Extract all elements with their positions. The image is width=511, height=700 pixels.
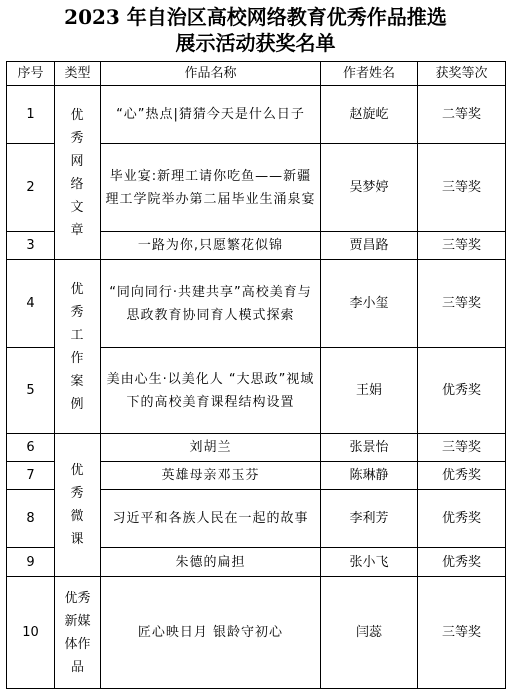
award-level: 三等奖 — [418, 577, 506, 689]
author-name: 李利芳 — [321, 490, 418, 548]
header-work-title: 作品名称 — [101, 62, 321, 86]
table-row — [7, 577, 506, 689]
author-name: 王娟 — [321, 348, 418, 434]
work-title: 习近平和各族人民在一起的故事 — [101, 490, 321, 548]
header-type: 类型 — [55, 62, 101, 86]
row-number: 9 — [7, 548, 55, 577]
award-level: 优秀奖 — [418, 548, 506, 577]
title-line-2: 展示活动获奖名单 — [175, 31, 336, 55]
table-row — [7, 260, 506, 348]
row-number: 7 — [7, 462, 55, 490]
work-title: 一路为你,只愿繁花似锦 — [101, 232, 321, 260]
award-level: 优秀奖 — [418, 348, 506, 434]
category-label: 优秀网络文章 — [70, 107, 85, 238]
awards-table — [6, 61, 506, 689]
category-cell — [55, 260, 101, 434]
table-header-row — [7, 62, 506, 86]
work-title: 毕业宴:新理工请你吃鱼——新疆理工学院举办第二届毕业生涌泉宴 — [101, 144, 321, 232]
row-number: 3 — [7, 232, 55, 260]
category-label: 优秀微课 — [70, 463, 85, 547]
row-number: 4 — [7, 260, 55, 348]
category-cell — [55, 434, 101, 577]
table-row — [7, 434, 506, 462]
category-label: 优秀工作案例 — [70, 281, 85, 412]
header-number: 序号 — [7, 62, 55, 86]
row-number: 1 — [7, 86, 55, 144]
author-name: 陈琳静 — [321, 462, 418, 490]
page-title — [0, 4, 511, 56]
category-cell — [55, 86, 101, 260]
award-level: 优秀奖 — [418, 462, 506, 490]
work-title: 匠心映日月 银龄守初心 — [101, 577, 321, 689]
row-number: 8 — [7, 490, 55, 548]
header-award: 获奖等次 — [418, 62, 506, 86]
title-line-1: 2023 年自治区高校网络教育优秀作品推选 — [64, 5, 447, 29]
award-level: 三等奖 — [418, 144, 506, 232]
row-number: 5 — [7, 348, 55, 434]
category-label: 优秀新媒体作品 — [64, 590, 91, 675]
table-row — [7, 86, 506, 144]
author-name: 贾昌路 — [321, 232, 418, 260]
work-title: “同向同行·共建共享”高校美育与思政教育协同育人模式探索 — [101, 260, 321, 348]
award-level: 三等奖 — [418, 260, 506, 348]
work-title: 刘胡兰 — [101, 434, 321, 462]
row-number: 6 — [7, 434, 55, 462]
work-title: 英雄母亲邓玉芬 — [101, 462, 321, 490]
author-name: 李小玺 — [321, 260, 418, 348]
work-title: 美由心生·以美化人 “大思政”视域下的高校美育课程结构设置 — [101, 348, 321, 434]
author-name: 赵旋屹 — [321, 86, 418, 144]
author-name: 张小飞 — [321, 548, 418, 577]
row-number: 10 — [7, 577, 55, 689]
work-title: 朱德的扁担 — [101, 548, 321, 577]
award-level: 三等奖 — [418, 232, 506, 260]
author-name: 吴梦婷 — [321, 144, 418, 232]
award-level: 二等奖 — [418, 86, 506, 144]
category-cell — [55, 577, 101, 689]
work-title: “心”热点|猜猜今天是什么日子 — [101, 86, 321, 144]
author-name: 张景怡 — [321, 434, 418, 462]
row-number: 2 — [7, 144, 55, 232]
header-author: 作者姓名 — [321, 62, 418, 86]
author-name: 闫蕊 — [321, 577, 418, 689]
award-level: 三等奖 — [418, 434, 506, 462]
award-level: 优秀奖 — [418, 490, 506, 548]
